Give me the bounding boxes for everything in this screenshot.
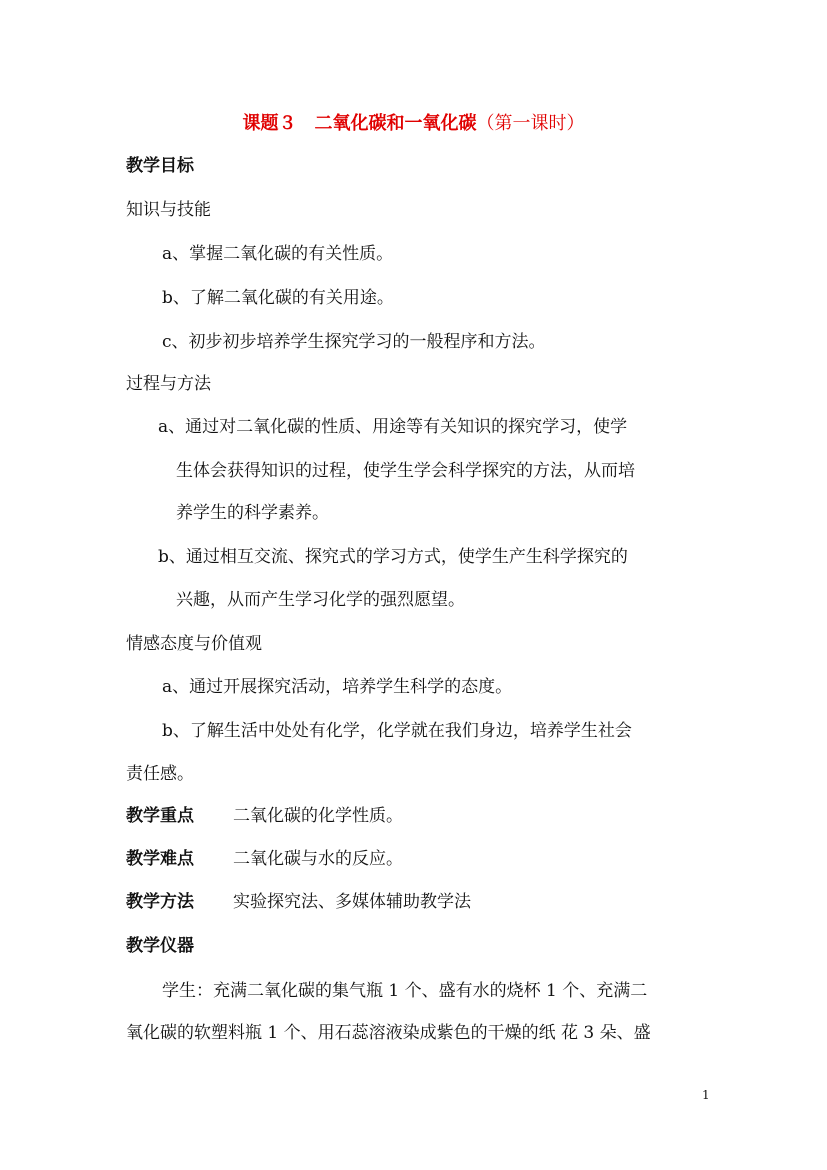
knowledge-item-c: c、初步初步培养学生探究学习的一般程序和方法。 — [162, 332, 546, 352]
process-item-b-line2: 兴趣，从而产生学习化学的强烈愿望。 — [176, 590, 465, 610]
difficulty-row — [126, 848, 403, 870]
lesson-title-main: 课题３ 二氧化碳和一氧化碳 — [242, 113, 477, 134]
process-item-b-line1: b、通过相互交流、探究式的学习方式，使学生产生科学探究的 — [158, 547, 628, 567]
method-text: 实验探究法、多媒体辅助教学法 — [233, 892, 471, 912]
apparatus-line1: 学生：充满二氧化碳的集气瓶 1 个、盛有水的烧杯 1 个、充满二 — [162, 981, 648, 1001]
lesson-title — [0, 112, 827, 136]
apparatus-heading: 教学仪器 — [126, 936, 194, 956]
key-point-row — [126, 805, 403, 827]
difficulty-label: 教学难点 — [126, 849, 194, 869]
key-point-label: 教学重点 — [126, 806, 194, 826]
method-row — [126, 891, 471, 913]
knowledge-item-b: b、了解二氧化碳的有关用途。 — [162, 288, 394, 308]
difficulty-text: 二氧化碳与水的反应。 — [233, 849, 403, 869]
knowledge-item-a: a、掌握二氧化碳的有关性质。 — [162, 244, 394, 264]
emotion-heading: 情感态度与价值观 — [126, 634, 262, 654]
key-point-text: 二氧化碳的化学性质。 — [233, 806, 403, 826]
process-heading: 过程与方法 — [126, 374, 211, 394]
apparatus-line2: 氧化碳的软塑料瓶 1 个、用石蕊溶液染成紫色的干燥的纸 花 3 朵、盛 — [126, 1023, 651, 1043]
process-item-a-line3: 养学生的科学素养。 — [176, 503, 329, 523]
knowledge-heading: 知识与技能 — [126, 200, 211, 220]
objectives-heading: 教学目标 — [126, 156, 194, 176]
process-item-a-line2: 生体会获得知识的过程，使学生学会科学探究的方法，从而培 — [176, 461, 635, 481]
emotion-item-b-line1: b、了解生活中处处有化学，化学就在我们身边，培养学生社会 — [162, 721, 632, 741]
lesson-title-sub: （第一课时） — [476, 113, 585, 134]
process-item-a-line1: a、通过对二氧化碳的性质、用途等有关知识的探究学习，使学 — [158, 417, 628, 437]
emotion-item-b-line2: 责任感。 — [126, 764, 194, 784]
method-label: 教学方法 — [126, 892, 194, 912]
page-number: 1 — [702, 1088, 710, 1102]
emotion-item-a: a、通过开展探究活动，培养学生科学的态度。 — [162, 677, 513, 697]
